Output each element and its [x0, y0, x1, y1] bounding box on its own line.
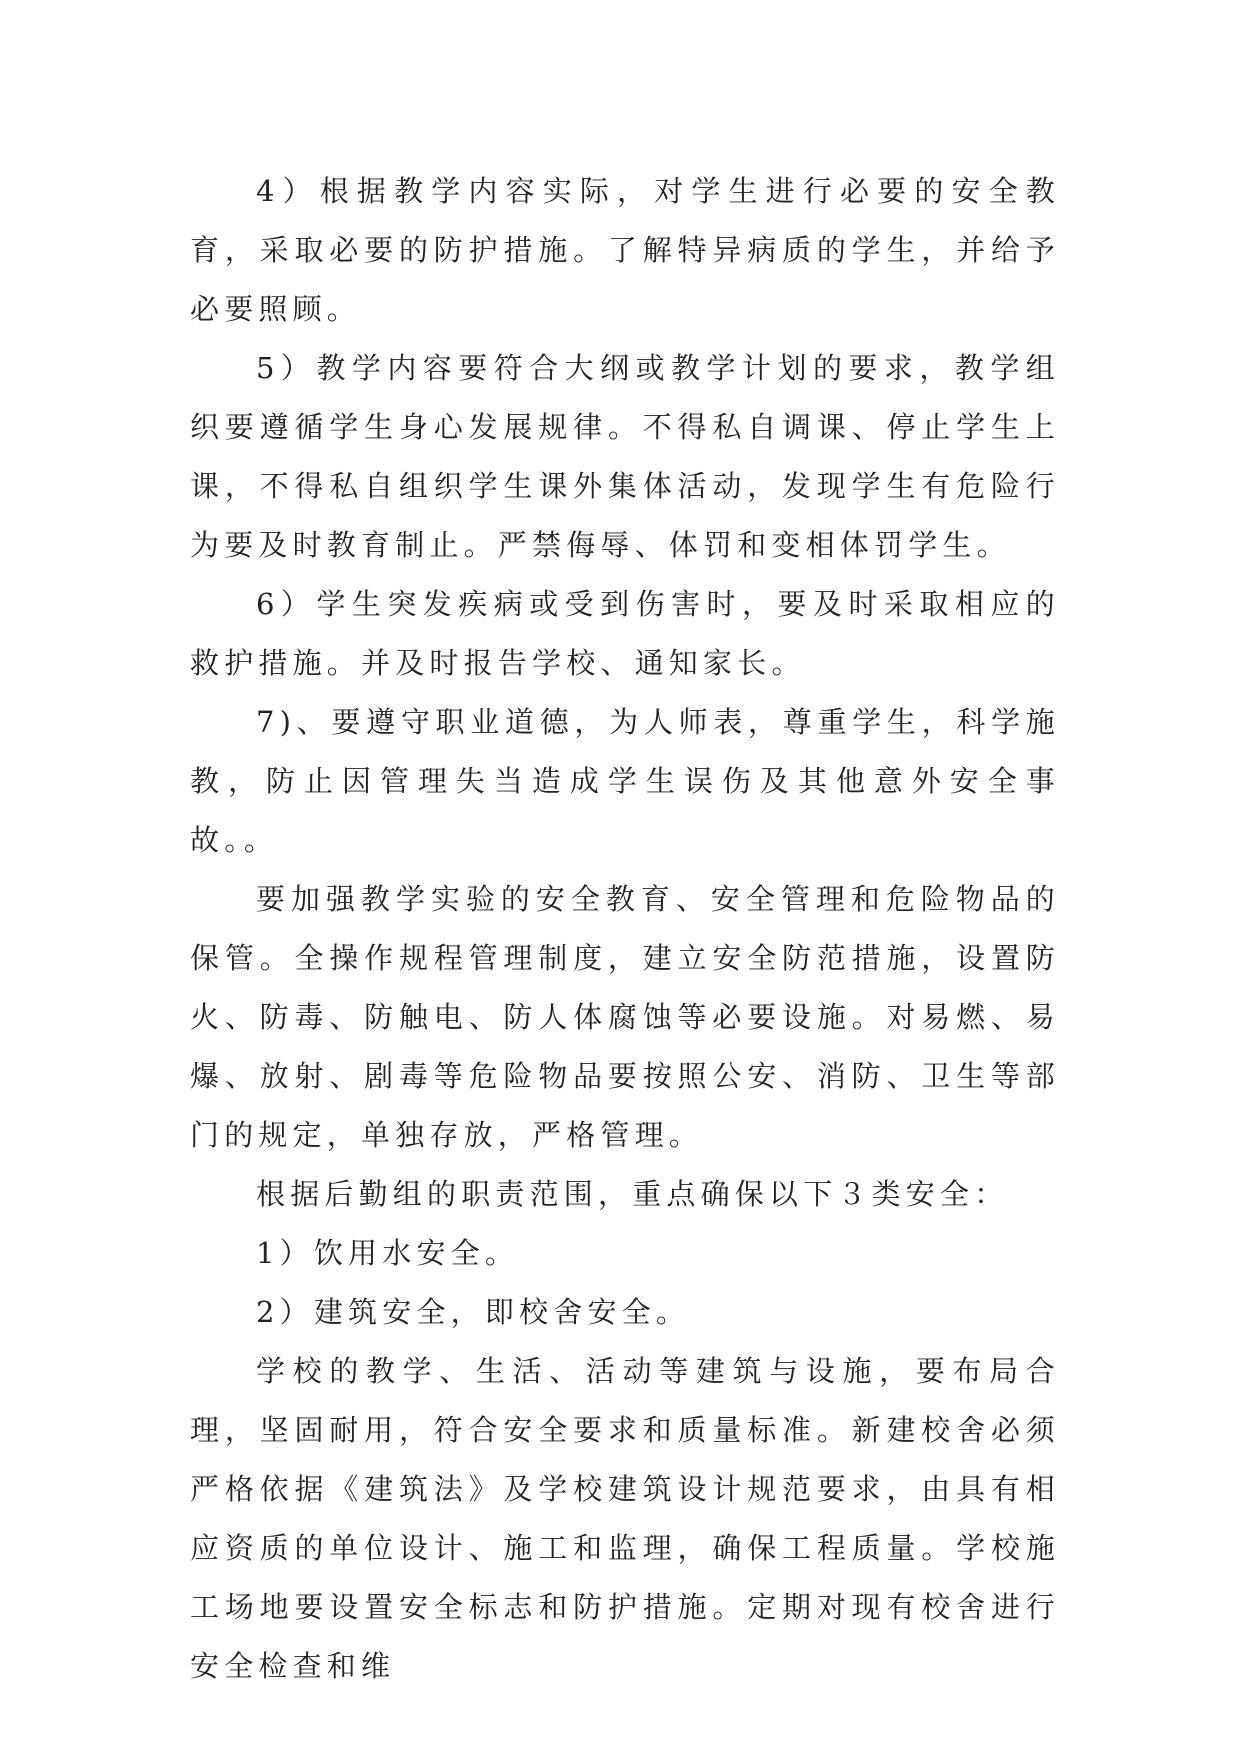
paragraph-item-5: 5）教学内容要符合大纲或教学计划的要求，教学组织要遵循学生身心发展规律。不得私自调课、停止学生上课，不得私自组织学生课外集体活动，发现学生有危险行为要及时教育制止。严禁侮辱、体罚和变相体罚学生。	[190, 351, 1060, 562]
document-body	[190, 162, 1060, 1696]
paragraph-item-6: 6）学生突发疾病或受到伤害时，要及时采取相应的救护措施。并及时报告学校、通知家长。	[190, 587, 1060, 680]
paragraph-building-safety: 2）建筑安全，即校舍安全。	[256, 1295, 691, 1329]
paragraph-lab-safety: 要加强教学实验的安全教育、安全管理和危险物品的保管。全操作规程管理制度，建立安全防范措施，设置防火、防毒、防触电、防人体腐蚀等必要设施。对易燃、易爆、放射、剧毒等危险物品要按照公安、消防、卫生等部门的规定，单独存放，严格管理。	[190, 882, 1060, 1152]
paragraph-building-details: 学校的教学、生活、活动等建筑与设施，要布局合理，坚固耐用，符合安全要求和质量标准。新建校舍必须严格依据《建筑法》及学校建筑设计规范要求，由具有相应资质的单位设计、施工和监理，确保工程质量。学校施工场地要设置安全标志和防护措施。定期对现有校舍进行安全检查和维	[190, 1354, 1060, 1683]
paragraph-logistics-intro: 根据后勤组的职责范围，重点确保以下３类安全：	[256, 1177, 1009, 1211]
paragraph-item-7: 7)、要遵守职业道德，为人师表，尊重学生，科学施教，防止因管理失当造成学生误伤及其他意外安全事故。。	[190, 705, 1060, 857]
paragraph-item-4: 4）根据教学内容实际，对学生进行必要的安全教育，采取必要的防护措施。了解特异病质的学生，并给予必要照顾。	[190, 174, 1060, 326]
paragraph-water-safety: 1）饮用水安全。	[256, 1236, 520, 1270]
